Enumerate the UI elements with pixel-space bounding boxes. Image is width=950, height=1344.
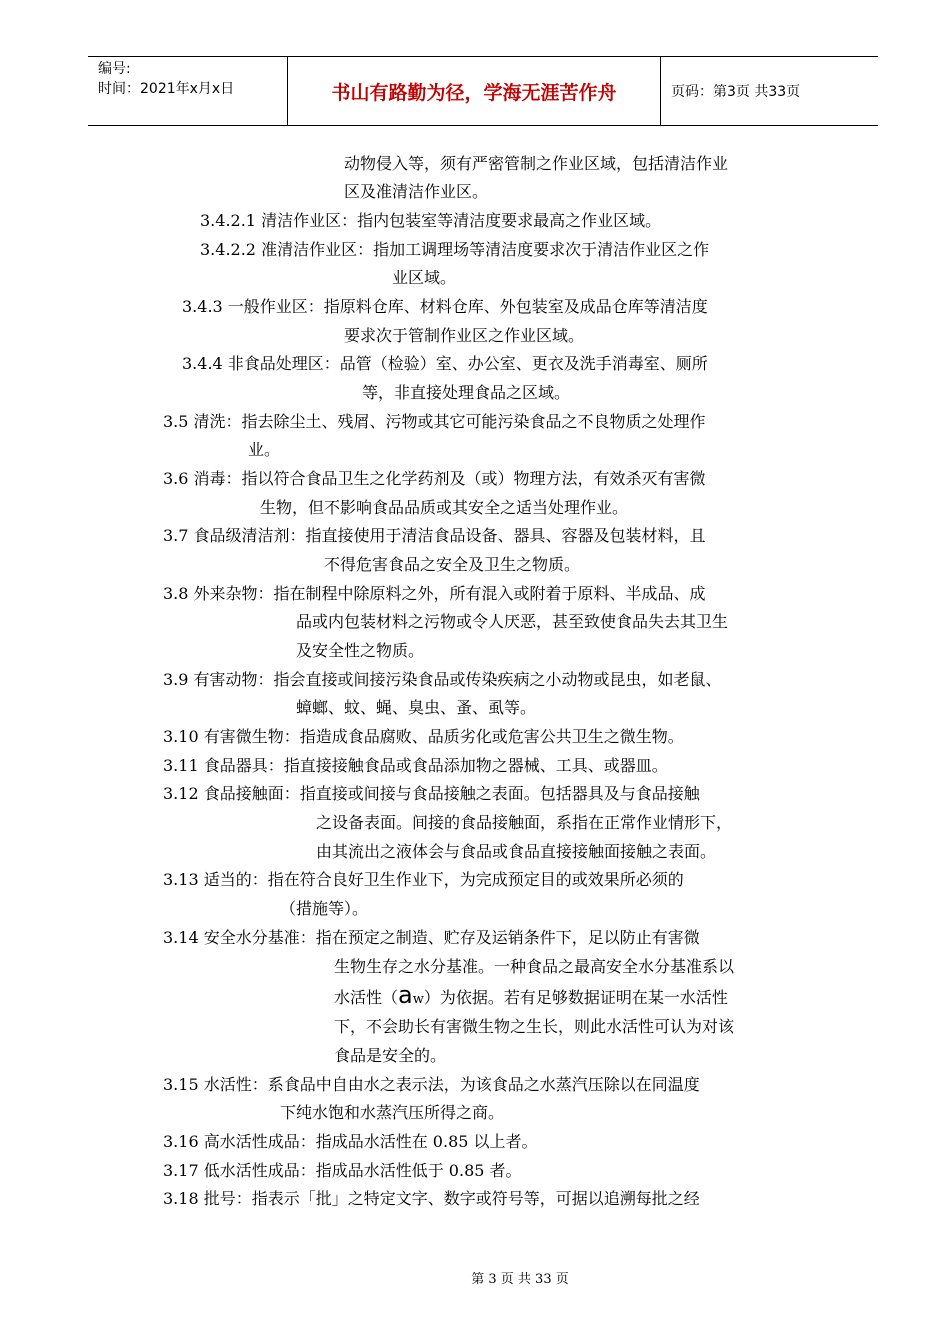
text-line: 3.18 批号：指表示「批」之特定文字、数字或符号等，可据以追溯每批之经	[163, 1189, 700, 1208]
text-segment: ）为依据。若有足够数据证明在某一水活性	[423, 988, 728, 1007]
text-line: 动物侵入等，须有严密管制之作业区域，包括清洁作业	[344, 154, 729, 173]
page-header	[88, 56, 878, 126]
text-line: 3.9 有害动物：指会直接或间接污染食品或传染疾病之小动物或昆虫，如老鼠、	[163, 670, 722, 689]
text-line: 区及准清洁作业区。	[344, 182, 489, 201]
text-line: 下，不会助长有害微生物之生长，则此水活性可认为对该	[334, 1017, 735, 1036]
text-line: 生物，但不影响食品品质或其安全之适当处理作业。	[260, 498, 629, 517]
text-line-water-activity	[334, 981, 728, 1014]
text-line: 业。	[248, 440, 281, 459]
text-line: 品或内包装材料之污物或令人厌恶，甚至致使食品失去其卫生	[296, 612, 729, 631]
text-line: 3.16 高水活性成品：指成品水活性在 0.85 以上者。	[163, 1132, 538, 1151]
text-line: 蟑螂、蚊、蝇、臭虫、蚤、虱等。	[296, 698, 537, 717]
text-line: （措施等）。	[280, 899, 369, 918]
serial-label: 编号:	[98, 61, 131, 77]
aw-subscript: w	[412, 992, 424, 1007]
text-line: 3.5 清洗：指去除尘土、残屑、污物或其它可能污染食品之不良物质之处理作	[163, 412, 706, 431]
text-line: 3.4.4 非食品处理区：品管（检验）室、办公室、更衣及洗手消毒室、厕所	[182, 354, 708, 373]
text-line: 不得危害食品之安全及卫生之物质。	[324, 555, 581, 574]
text-line: 3.6 消毒：指以符合食品卫生之化学药剂及（或）物理方法，有效杀灭有害微	[163, 469, 706, 488]
text-line: 下纯水饱和水蒸汽压所得之商。	[280, 1103, 505, 1122]
text-line: 3.7 食品级清洁剂：指直接使用于清洁食品设备、器具、容器及包装材料，且	[163, 526, 706, 545]
text-line: 食品是安全的。	[334, 1046, 447, 1065]
header-page-info: 页码：第3页 共33页	[671, 84, 801, 100]
text-line: 由其流出之液体会与食品或食品直接接触面接触之表面。	[316, 842, 717, 861]
text-line: 3.13 适当的：指在符合良好卫生作业下，为完成预定目的或效果所必须的	[163, 870, 684, 889]
page-footer: 第 3 页 共 33 页	[471, 1272, 569, 1287]
text-line: 及安全性之物质。	[296, 641, 425, 660]
text-line: 3.10 有害微生物：指造成食品腐败、品质劣化或危害公共卫生之微生物。	[163, 727, 684, 746]
text-line: 业区域。	[392, 268, 457, 287]
text-line: 3.4.2.2 准清洁作业区：指加工调理场等清洁度要求次于清洁作业区之作	[200, 240, 710, 259]
text-line: 3.4.2.1 清洁作业区：指内包装室等清洁度要求最高之作业区域。	[200, 211, 662, 230]
text-line: 3.4.3 一般作业区：指原料仓库、材料仓库、外包装室及成品仓库等清洁度	[182, 297, 708, 316]
header-motto: 书山有路勤为径，学海无涯苦作舟	[288, 57, 661, 125]
text-line: 3.14 安全水分基准：指在预定之制造、贮存及运销条件下，足以防止有害微	[163, 928, 700, 947]
text-line: 3.15 水活性：系食品中自由水之表示法，为该食品之水蒸汽压除以在同温度	[163, 1075, 700, 1094]
text-line: 之设备表面。间接的食品接触面，系指在正常作业情形下，	[316, 813, 733, 832]
text-line: 生物生存之水分基准。一种食品之最高安全水分基准系以	[334, 957, 735, 976]
header-left-cell	[88, 57, 288, 125]
text-line: 3.11 食品器具：指直接接触食品或食品添加物之器械、工具、或器皿。	[163, 756, 668, 775]
time-label: 时间：2021年x月x日	[98, 81, 235, 97]
text-segment: 水活性（	[334, 988, 399, 1007]
text-line: 等，非直接处理食品之区域。	[362, 383, 571, 402]
aw-symbol: a	[398, 981, 413, 1009]
text-line: 3.12 食品接触面：指直接或间接与食品接触之表面。包括器具及与食品接触	[163, 784, 700, 803]
text-line: 3.17 低水活性成品：指成品水活性低于 0.85 者。	[163, 1161, 522, 1180]
text-line: 要求次于管制作业区之作业区域。	[344, 326, 585, 345]
text-line: 3.8 外来杂物：指在制程中除原料之外，所有混入或附着于原料、半成品、成	[163, 584, 706, 603]
